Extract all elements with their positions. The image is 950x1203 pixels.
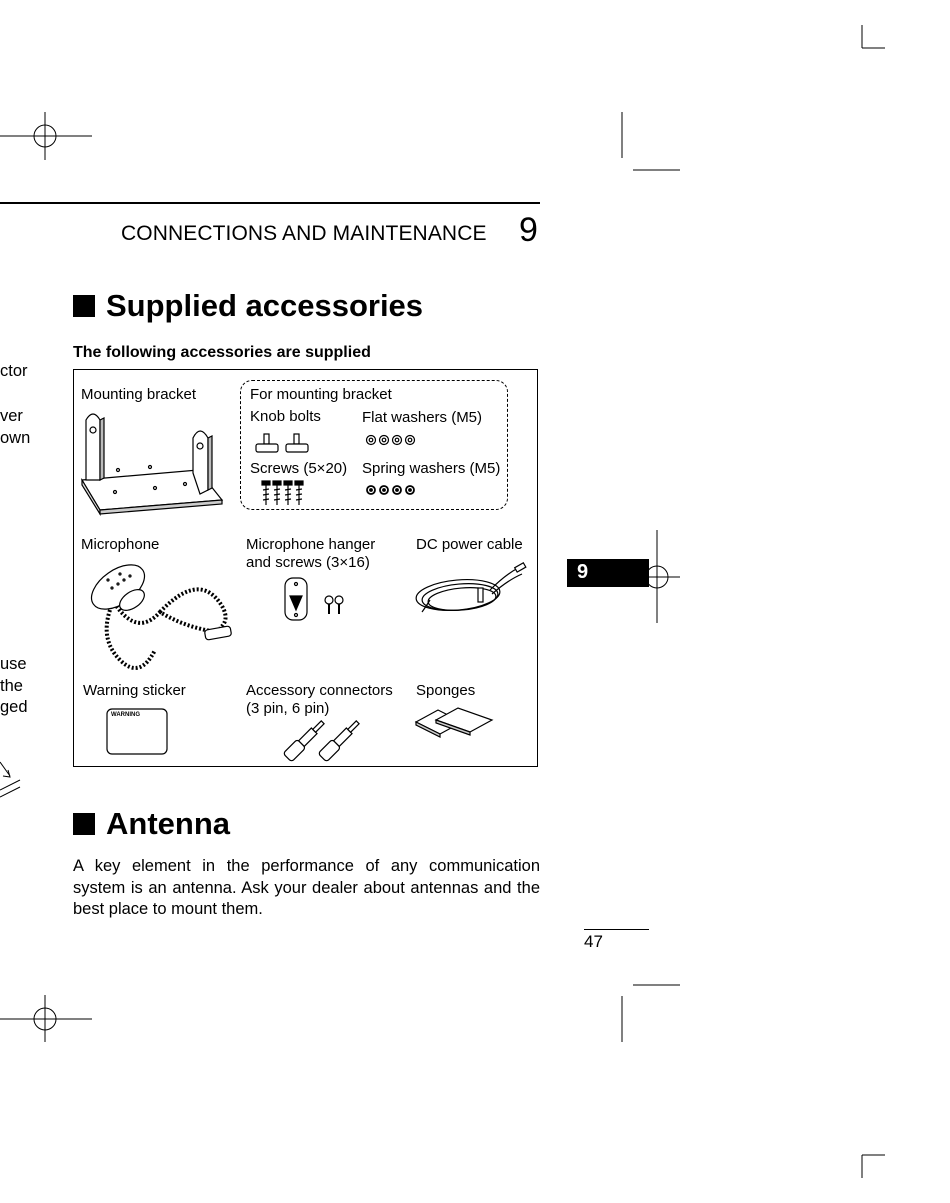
- margin-fragment: ver: [0, 407, 23, 425]
- flat-washer-icon: [367, 436, 415, 445]
- accessory-connector-icon: [283, 718, 362, 762]
- microphone-icon: [84, 556, 232, 668]
- label-flat-washers: Flat washers (M5): [362, 409, 483, 426]
- chapter-tab: [567, 559, 649, 587]
- square-bullet-icon: [73, 813, 95, 835]
- margin-fragment: ctor: [0, 362, 28, 380]
- antenna-paragraph: A key element in the performance of any communication system is an antenna. Ask your dealer about antennas and the best place to mount them.: [73, 857, 540, 918]
- label-for-mounting-bracket: For mounting bracket: [250, 386, 392, 403]
- margin-fragment: use: [0, 655, 27, 673]
- label-accessory-connectors-1: Accessory connectors: [246, 682, 393, 699]
- dc-power-cable-icon: [415, 563, 526, 614]
- microphone-hanger-icon: [285, 578, 343, 620]
- label-sponges: Sponges: [416, 682, 476, 699]
- section-heading-antenna: [73, 806, 230, 842]
- knob-bolt-icon: [256, 434, 308, 452]
- chapter-number: 9: [519, 211, 538, 249]
- screw-icon: [262, 481, 303, 505]
- sponge-icon: [416, 708, 492, 737]
- margin-fragment: own: [0, 429, 31, 447]
- margin-fragment: the: [0, 677, 23, 695]
- label-knob-bolts: Knob bolts: [250, 408, 321, 425]
- label-mounting-bracket: Mounting bracket: [81, 386, 197, 403]
- heading-text: Supplied accessories: [106, 288, 424, 323]
- chapter-tab-label: 9: [577, 561, 589, 583]
- accessories-subheading: The following accessories are supplied: [73, 344, 371, 361]
- page-number-rule: [584, 929, 649, 930]
- spring-washer-icon: [367, 486, 414, 494]
- margin-fragment: ged: [0, 698, 28, 716]
- mounting-bracket-icon: [82, 414, 222, 514]
- label-dc-power-cable: DC power cable: [416, 536, 523, 553]
- label-spring-washers: Spring washers (M5): [362, 460, 501, 477]
- label-microphone: Microphone: [81, 536, 160, 553]
- warning-sticker-text: WARNING: [111, 712, 140, 718]
- heading-text: Antenna: [106, 806, 230, 841]
- label-microphone-hanger-1: Microphone hanger: [246, 536, 376, 553]
- label-accessory-connectors-2: (3 pin, 6 pin): [246, 700, 330, 717]
- page-number: 47: [584, 932, 603, 951]
- label-screws: Screws (5×20): [250, 460, 348, 477]
- label-warning-sticker: Warning sticker: [83, 682, 186, 699]
- header-title: CONNECTIONS AND MAINTENANCE: [121, 222, 487, 245]
- label-microphone-hanger-2: and screws (3×16): [246, 554, 370, 571]
